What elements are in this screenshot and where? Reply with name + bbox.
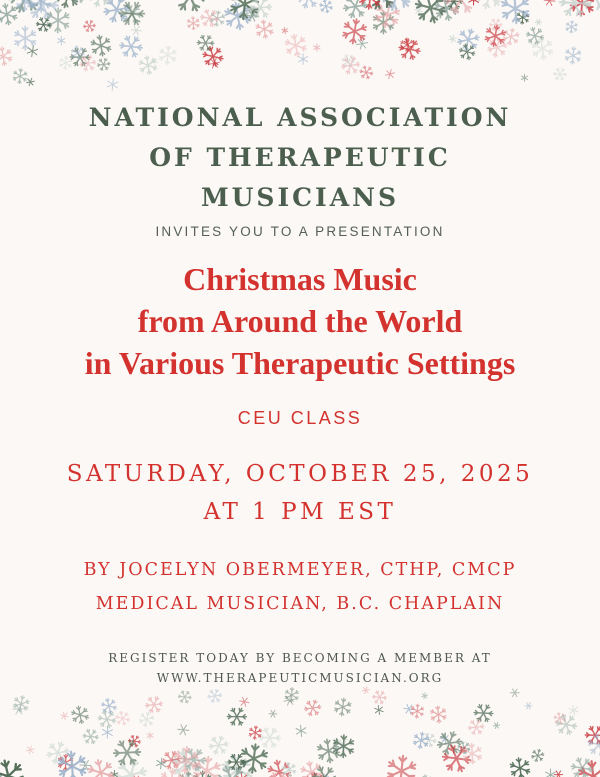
registration-url[interactable]: WWW.THERAPEUTICMUSICIAN.ORG xyxy=(156,671,444,685)
registration-text: REGISTER TODAY BY BECOMING A MEMBER AT xyxy=(108,651,492,665)
event-time: AT 1 PM EST xyxy=(203,499,397,525)
presenter-name: BY JOCELYN OBERMEYER, CTHP, CMCP xyxy=(83,560,517,580)
invitation-text: INVITES YOU TO A PRESENTATION xyxy=(155,224,445,239)
org-line-3: MUSICIANS xyxy=(200,183,400,212)
event-datetime xyxy=(0,455,600,531)
title-line-2: from Around the World xyxy=(137,303,463,339)
title-line-3: in Various Therapeutic Settings xyxy=(84,345,516,381)
event-date: SATURDAY, OCTOBER 25, 2025 xyxy=(66,461,534,487)
org-line-1: NATIONAL ASSOCIATION xyxy=(88,103,512,132)
org-line-2: OF THERAPEUTIC xyxy=(149,143,451,172)
class-type: CEU CLASS xyxy=(237,408,363,428)
presenter-info xyxy=(0,553,600,621)
organization-name xyxy=(0,98,600,218)
presentation-title xyxy=(0,258,600,384)
presenter-role: MEDICAL MUSICIAN, B.C. CHAPLAIN xyxy=(95,594,505,614)
registration-info xyxy=(0,648,600,688)
title-line-1: Christmas Music xyxy=(183,261,417,297)
